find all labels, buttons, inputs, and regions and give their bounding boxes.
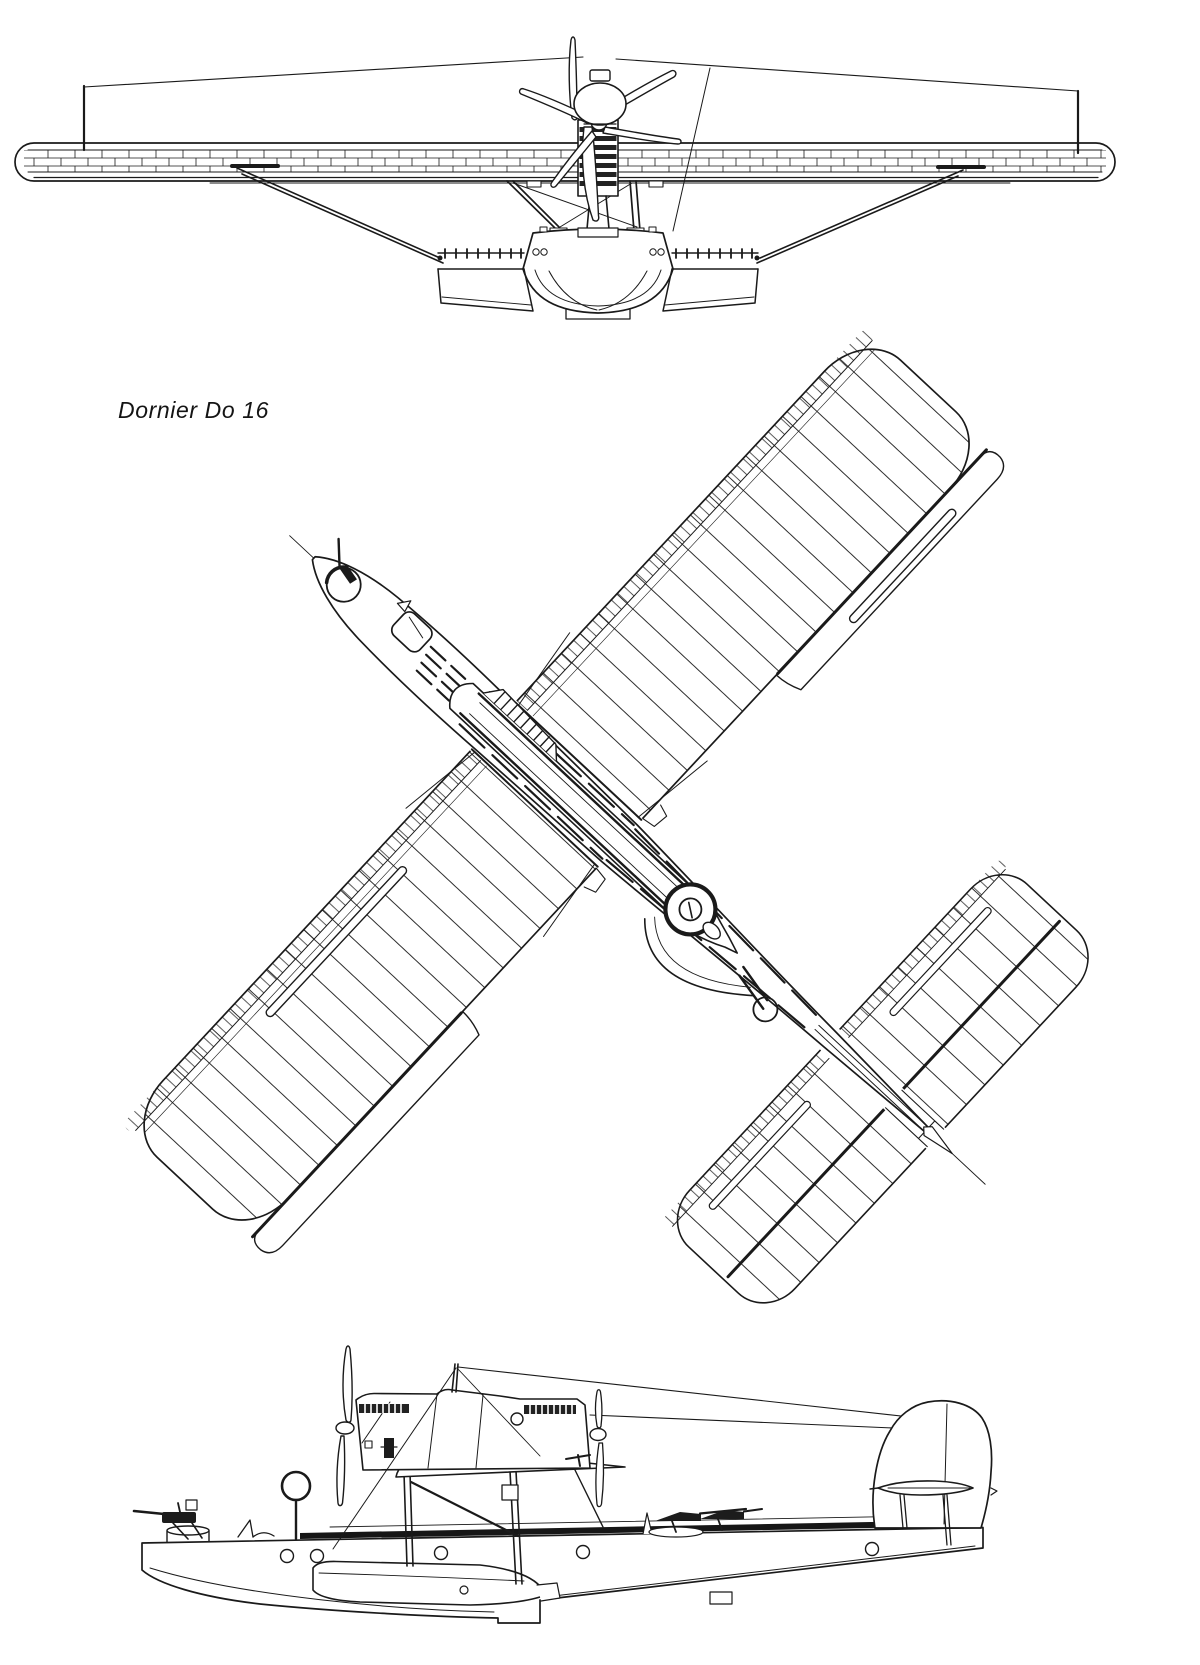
side-view	[134, 1346, 997, 1623]
engine-nacelle-front	[574, 83, 626, 125]
loop-antenna	[282, 1472, 310, 1539]
engine-nacelle-side	[356, 1364, 590, 1470]
tail-side	[870, 1401, 997, 1545]
aircraft-title: Dornier Do 16	[118, 397, 269, 423]
front-view	[15, 37, 1115, 319]
plan-view	[0, 137, 1200, 1583]
hull-side	[142, 1517, 983, 1624]
bow-machine-gun	[134, 1500, 209, 1542]
hull-section	[523, 227, 673, 319]
